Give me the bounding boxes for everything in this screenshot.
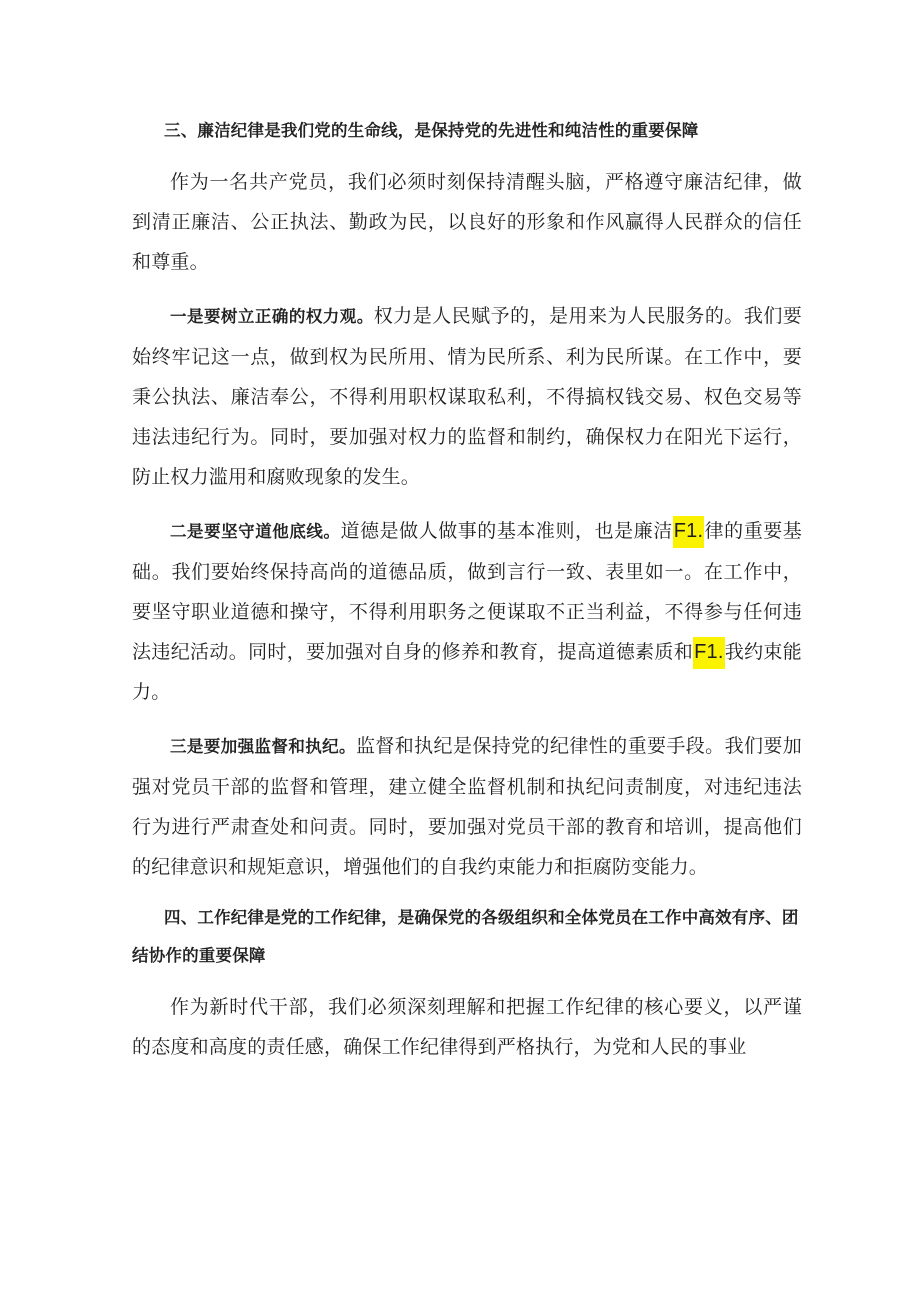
spacer xyxy=(132,887,802,899)
point-1-body: 权力是人民赋予的，是用来为人民服务的。我们要始终牢记这一点，做到权为民所用、情为民所系、利为民所谋。在工作中，要秉公执法、廉洁奉公，不得利用职权谋取私利，不得搞权钱交易、权色交易等违法违纪行为。同时，要加强对权力的监督和制约，确保权力在阳光下运行，防止权力滥用和腐败现象的发生。 xyxy=(132,305,802,488)
spacer xyxy=(132,975,802,987)
section-4-intro-paragraph: 作为新时代干部，我们必须深刻理解和把握工作纪律的核心要义，以严谨的态度和高度的责任感，确保工作纪律得到严格执行，为党和人民的事业 xyxy=(132,996,802,1058)
spacer xyxy=(132,497,802,511)
point-2-paragraph xyxy=(132,511,802,712)
spacer xyxy=(132,150,802,162)
spacer xyxy=(132,282,802,296)
section-4-heading: 四、工作纪律是党的工作纪律，是确保党的各级组织和全体党员在工作中高效有序、团结协作的重要保障 xyxy=(132,908,799,965)
point-1-lead: 一是要树立正确的权力观。 xyxy=(170,307,374,326)
section-3-intro-paragraph: 作为一名共产党员，我们必须时刻保持清醒头脑，严格遵守廉洁纪律，做到清正廉洁、公正执法、勤政为民，以良好的形象和作风赢得人民群众的信任和尊重。 xyxy=(132,171,802,273)
point-2-body-b: 律的重要基础。我们要始终保持高尚的道德品质，做到言行一致、表里如一。在工作中，要坚守职业道德和操守，不得利用职务之便谋取不正当利益，不得参与任何违法违纪活动。同时，要加强对自身的修养和教育，提高道德素质和 xyxy=(132,520,802,663)
spacer xyxy=(132,712,802,726)
document-page xyxy=(132,112,802,1067)
section-3-heading: 三、廉洁纪律是我们党的生命线，是保持党的先进性和纯洁性的重要保障 xyxy=(164,121,699,140)
point-2-body-a: 道德是做人做事的基本准则，也是廉洁 xyxy=(340,520,673,542)
point-3-paragraph xyxy=(132,726,802,887)
highlighted-marker: F1. xyxy=(693,637,725,669)
point-3-body: 监督和执纪是保持党的纪律性的重要手段。我们要加强对党员干部的监督和管理，建立健全监督机制和执纪问责制度，对违纪违法行为进行严肃查处和问责。同时，要加强对党员干部的教育和培训，提高他们的纪律意识和规矩意识，增强他们的自我约束能力和拒腐防变能力。 xyxy=(132,735,802,878)
point-1-paragraph xyxy=(132,296,802,497)
point-2-body-c: 我约束能力。 xyxy=(132,641,802,703)
highlighted-marker: F1. xyxy=(673,516,705,548)
point-2-lead: 二是要坚守道他底线。 xyxy=(170,522,341,541)
point-3-lead: 三是要加强监督和执纪。 xyxy=(170,737,356,756)
